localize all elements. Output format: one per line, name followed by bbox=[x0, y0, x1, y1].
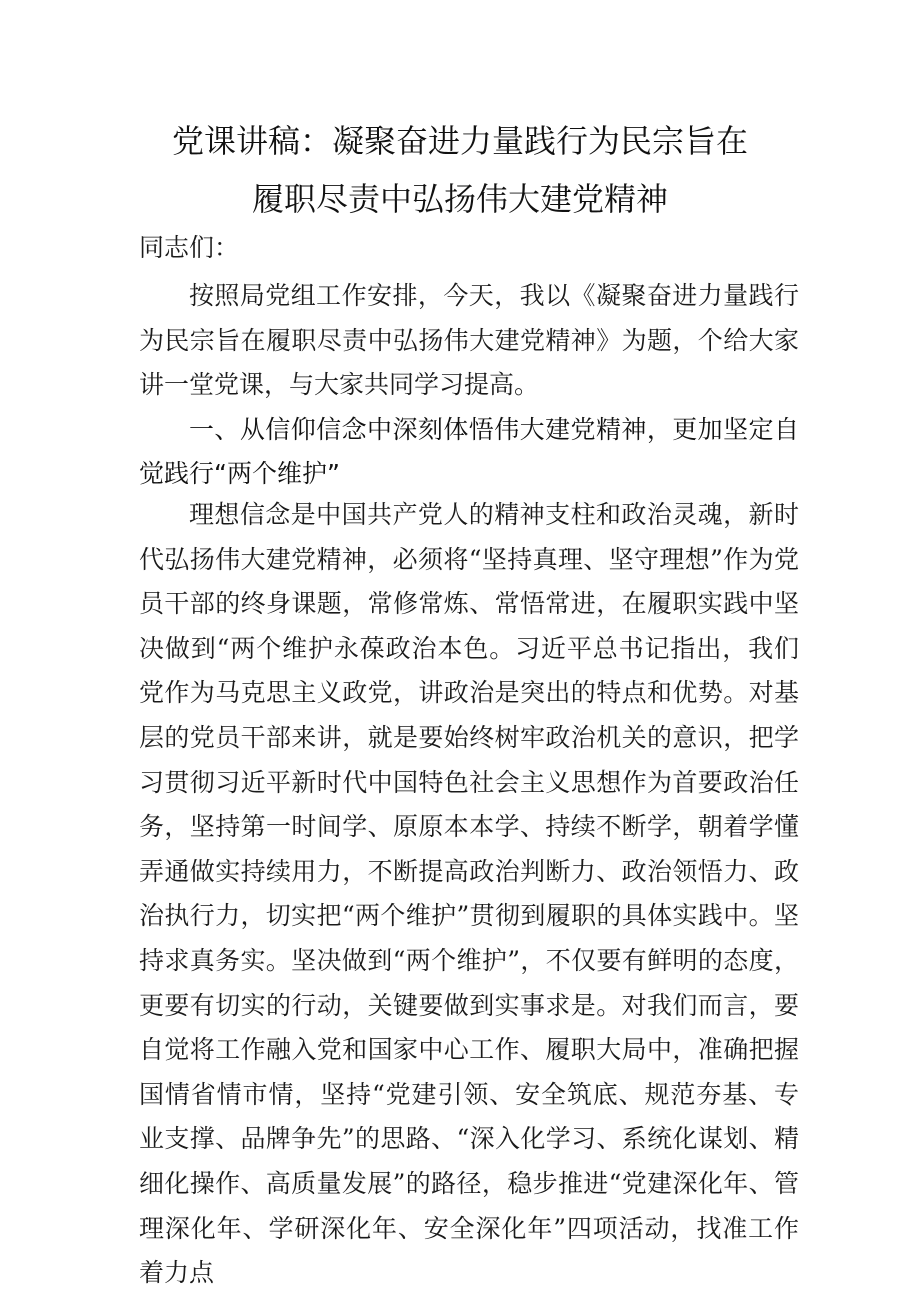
greeting: 同志们： bbox=[139, 233, 240, 262]
intro-paragraph: 按照局党组工作安排，今天，我以《凝聚奋进力量践行为民宗旨在履职尽责中弘扬伟大建党精神》为题，个给大家讲一堂党课，与大家共同学习提高。 bbox=[139, 281, 799, 400]
document-title-line-2: 履职尽责中弘扬伟大建党精神 bbox=[251, 180, 668, 218]
section-1-paragraph: 理想信念是中国共产党人的精神支柱和政治灵魂，新时代弘扬伟大建党精神，必须将“坚持真理、坚守理想”作为党员干部的终身课题，常修常炼、常悟常进，在履职实践中坚决做到“两个维护永葆政治本色。习近平总书记指出，我们党作为马克思主义政党，讲政治是突出的特点和优势。对基层的党员干部来讲，就是要始终树牢政治机关的意识，把学习贯彻习近平新时代中国特色社会主义思想作为首要政治任务，坚持第一时间学、原原本本学、持续不断学，朝着学懂弄通做实持续用力，不断提高政治判断力、政治领悟力、政治执行力，切实把“两个维护”贯彻到履职的具体实践中。坚持求真务实。坚决做到“两个维护”，不仅要有鲜明的态度，更要有切实的行动，关键要做到实事求是。对我们而言，要自觉将工作融入党和国家中心工作、履职大局中，准确把握国情省情市情，坚持“党建引领、安全筑底、规范夯基、专业支撑、品牌争先”的思路、“深入化学习、系统化谋划、精细化操作、高质量发展”的路径，稳步推进“党建深化年、管理深化年、学研深化年、安全深化年”四项活动，找准工作着力点 bbox=[139, 500, 799, 1288]
section-1-heading: 一、从信仰信念中深刻体悟伟大建党精神，更加坚定自觉践行“两个维护” bbox=[139, 415, 799, 488]
document-title-line-1: 党课讲稿：凝聚奋进力量践行为民宗旨在 bbox=[171, 122, 748, 160]
